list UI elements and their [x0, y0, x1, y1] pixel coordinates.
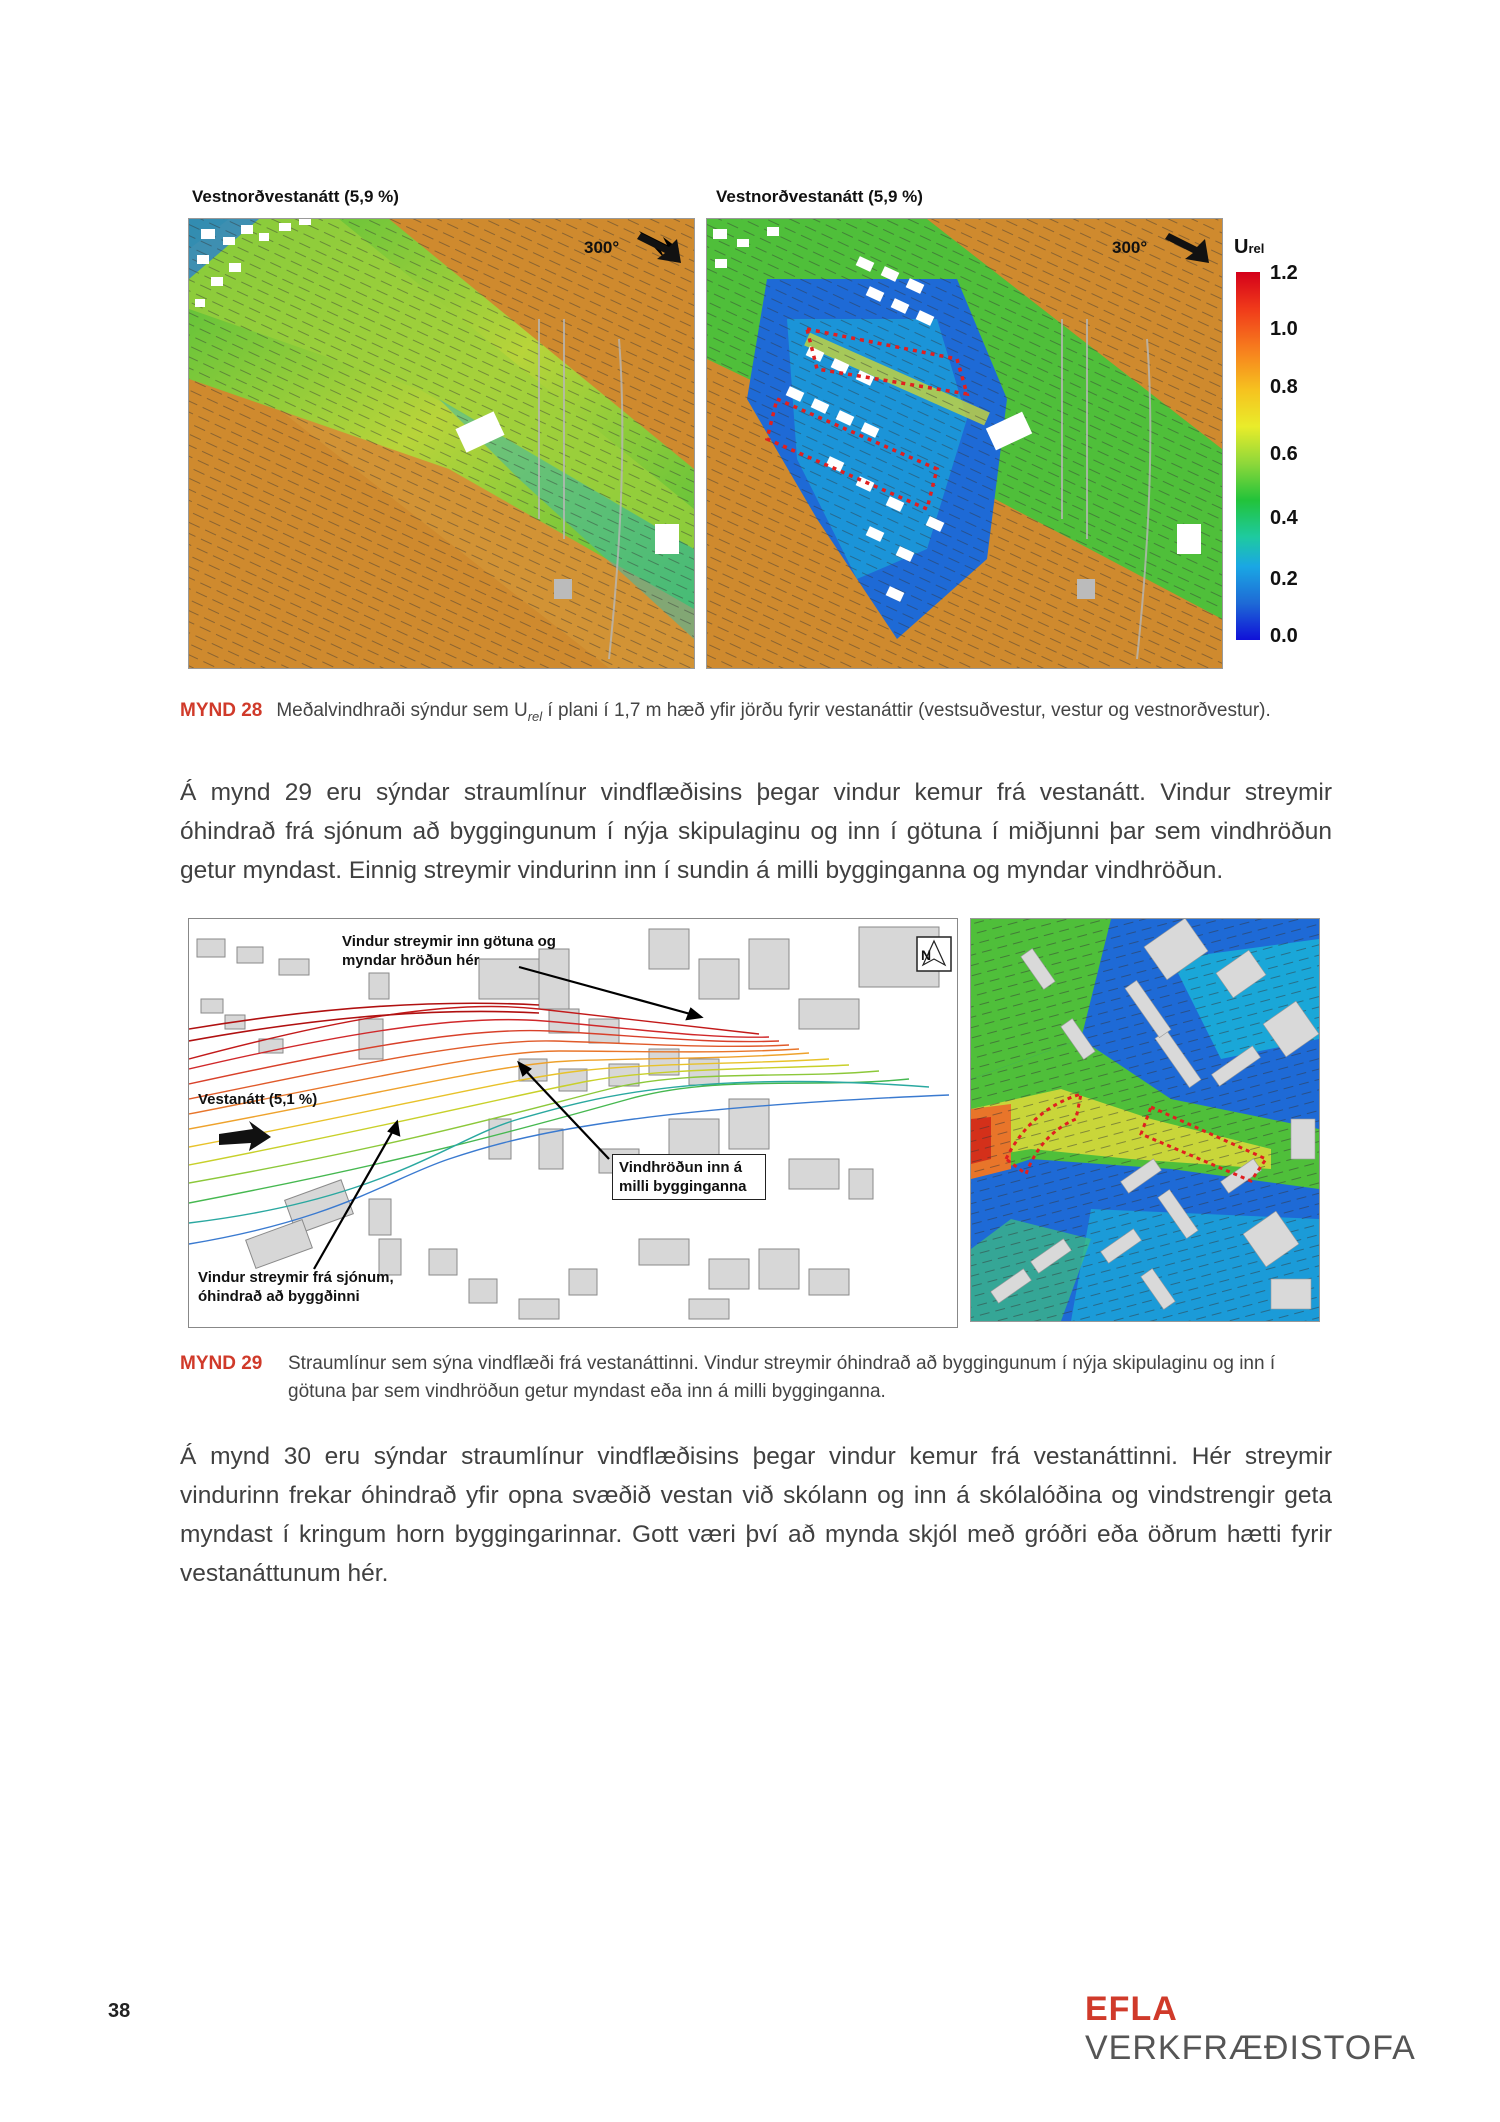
figure29-streamline-plot [188, 918, 958, 1328]
figure28-caption-label: MYND 28 [180, 700, 263, 721]
efla-logo: EFLA VERKFRÆÐISTOFA [1085, 1990, 1416, 2067]
figure28-left-cfd-plot [188, 218, 695, 669]
figure29-callout-middle: Vindhröðun inn á milli bygginganna [612, 1154, 766, 1200]
figure29-caption-label: MYND 29 [180, 1353, 263, 1374]
figure28-right-cfd-plot [706, 218, 1223, 669]
figure29-caption [180, 1350, 1330, 1406]
north-arrow-label: N [921, 947, 932, 963]
colorbar-tick-0.2: 0.2 [1270, 568, 1298, 590]
colorbar-tick-0.4: 0.4 [1270, 507, 1298, 529]
colorbar-title: Urel [1234, 236, 1265, 258]
figure29-wind-label: Vestanátt (5,1 %) [198, 1091, 318, 1108]
colorbar-tick-0.0: 0.0 [1270, 625, 1298, 647]
colorbar-tick-1.0: 1.0 [1270, 318, 1298, 340]
figure28-right-direction: 300° [1112, 238, 1148, 257]
colorbar-tick-0.6: 0.6 [1270, 443, 1298, 465]
figure28-right-title: Vestnorðvestanátt (5,9 %) [716, 187, 923, 206]
figure28-left-title: Vestnorðvestanátt (5,9 %) [192, 187, 399, 206]
figure29-cfd-closeup [970, 918, 1320, 1322]
colorbar-tick-0.8: 0.8 [1270, 376, 1298, 398]
page-number: 38 [108, 2000, 131, 2022]
figure28-caption: MYND 28 Meðalvindhraði sýndur sem $U_{rel}$ í plani í 1,7 m hæð yfir jörðu fyrir vestanáttir (vestsuðvestur, vestur og vestnorðvestur). [180, 700, 1271, 724]
paragraph-1: Á mynd 29 eru sýndar straumlínur vindflæðisins þegar vindur kemur frá vestanátt. Vindur streymir óhindrað frá sjónum að byggingunum í nýja skipulaginu og inn í götuna í miðjunni þar sem vindhröðun getur myndast. Einnig streymir vindurinn inn í sundin á milli bygginganna og myndar vindhröðun. [180, 779, 1332, 884]
figure28-left-direction: 300° [584, 238, 620, 257]
colorbar-gradient [1236, 272, 1260, 640]
colorbar-tick-1.2: 1.2 [1270, 262, 1298, 284]
figure29-callout-top: Vindur streymir inn götuna og myndar hröðun hér [342, 933, 556, 969]
paragraph-2: Á mynd 30 eru sýndar straumlínur vindflæðisins þegar vindur kemur frá vestanáttinni. Hér streymir vindurinn frekar óhindrað yfir opna svæðið vestan við skólann og inn á skólalóðina og vindstrengir geta myndast í kringum horn byggingarinnar. Gott væri því að mynda skjól með gróðri eða öðrum hætti fyrir vestanáttunum hér. [180, 1443, 1332, 1587]
figure29-caption-text: Straumlínur sem sýna vindflæði frá vestanáttinni. Vindur streymir óhindrað að byggingunum í nýja skipulaginu og inn í götuna þar sem vindhröðun getur myndast eða inn á milli bygginganna. [288, 1353, 1276, 1402]
figure29-callout-bottom: Vindur streymir frá sjónum, óhindrað að byggðinni [198, 1269, 394, 1305]
